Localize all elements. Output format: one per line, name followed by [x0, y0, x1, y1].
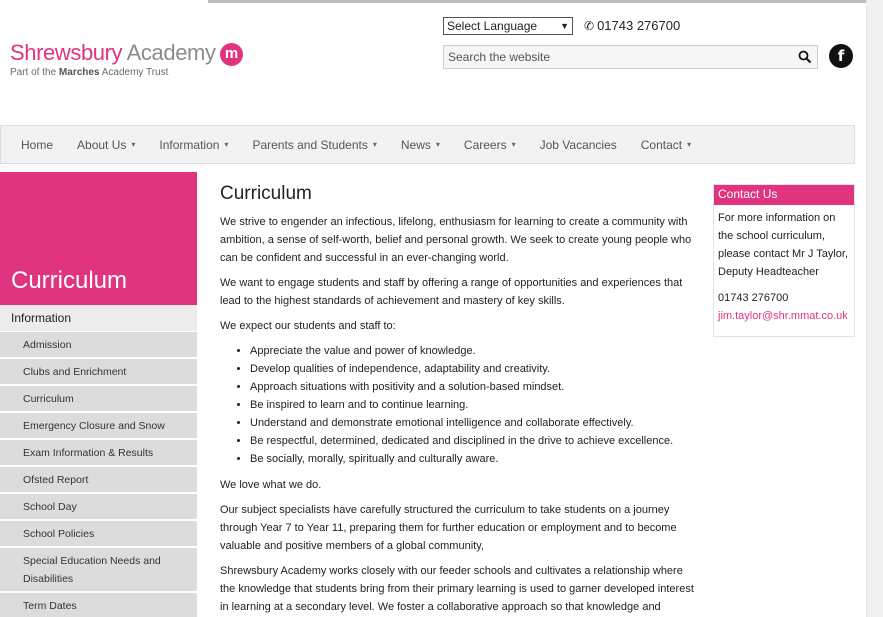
sidebar-item-term-dates[interactable]: Term Dates [0, 593, 197, 617]
header-phone[interactable] [584, 18, 680, 33]
header-phone-number: 01743 276700 [597, 18, 681, 33]
sidebar-item-ofsted-report[interactable]: Ofsted Report [0, 467, 197, 494]
nav-item-label: Information [159, 137, 220, 152]
nav-item-careers[interactable] [452, 138, 528, 152]
nav-item-label: Contact [640, 137, 683, 152]
logo-m-icon: m [220, 43, 243, 66]
sidebar-item-send[interactable]: Special Education Needs and Disabilities [0, 548, 197, 593]
logo-sub-suffix: Academy Trust [101, 67, 169, 78]
list-item: • Approach situations with positivity and a solution-based mindset. [250, 378, 695, 396]
caret-down-icon: ▾ [224, 140, 229, 149]
contact-box-heading: Contact Us [714, 185, 854, 205]
contact-box-body [714, 205, 854, 329]
search-input[interactable] [444, 46, 784, 68]
list-item: • Be respectful, determined, dedicated and disciplined in the drive to achieve excellence. [250, 432, 695, 450]
list-item: • Develop qualities of independence, adaptability and creativity. [250, 360, 695, 378]
language-select-value: Select Language [447, 19, 538, 33]
paragraph: Shrewsbury Academy works closely with our feeder schools and cultivates a relationship where the knowledge that students bring from their primary learning is used to garner developed interest in learning at a secondary level. We foster a collaborative approach so that knowledge and [220, 565, 694, 613]
sidebar-item-admission[interactable]: Admission [0, 332, 197, 359]
nav-item-label: About Us [77, 137, 127, 152]
list-item: • Be inspired to learn and to continue learning. [250, 396, 695, 414]
expectations-list [250, 342, 695, 468]
sidebar-item-curriculum[interactable]: Curriculum [0, 386, 197, 413]
nav-item-label: Parents and Students [252, 137, 368, 152]
language-select[interactable] [443, 17, 573, 35]
logo-sub-prefix: Part of the [10, 67, 57, 78]
nav-item-contact[interactable] [629, 138, 703, 152]
sidebar-item-emergency-closure[interactable]: Emergency Closure and Snow [0, 413, 197, 440]
sidebar-hero [0, 172, 197, 305]
caret-down-icon: ▾ [511, 140, 516, 149]
logo-title-brand: Shrewsbury [10, 40, 123, 65]
caret-down-icon: ▾ [687, 140, 692, 149]
main-nav [0, 125, 855, 164]
contact-box [713, 184, 855, 337]
main-content [220, 183, 695, 617]
sidebar-item-school-day[interactable]: School Day [0, 494, 197, 521]
page-title: Curriculum [220, 183, 312, 204]
paragraph: Our subject specialists have carefully structured the curriculum to take students on a journey through Year 7 to Year 11, preparing them for further education or employment and to become valuable and positive members of a global community, [220, 504, 677, 552]
caret-down-icon: ▾ [372, 140, 377, 149]
paragraph: We strive to engender an infectious, lifelong, enthusiasm for learning to create a community with ambition, a sense of self-worth, belief and personal growth. We seek to create young people who can be confident and successful in an ever-changing world. [220, 216, 692, 264]
list-item: • Appreciate the value and power of knowledge. [250, 342, 695, 360]
paragraph: We expect our students and staff to: [220, 320, 396, 332]
paragraph: We want to engage students and staff by offering a range of opportunities and experiences that lead to the highest standards of achievement and mastery of key skills. [220, 277, 683, 307]
nav-item-label: Careers [463, 137, 507, 152]
logo-subtitle [10, 67, 260, 78]
sidebar-item-school-policies[interactable]: School Policies [0, 521, 197, 548]
search-icon[interactable] [798, 50, 812, 64]
sidebar-hero-title: Curriculum [11, 267, 128, 294]
logo-title-rest: Academy [126, 40, 216, 65]
nav-item-label: Job Vacancies [539, 137, 617, 152]
nav-item-label: Home [21, 137, 54, 152]
nav-item-home[interactable] [9, 138, 65, 152]
chevron-down-icon: ▼ [560, 21, 569, 31]
nav-item-about-us[interactable] [65, 138, 147, 152]
contact-box-text: For more information on the school curriculum, please contact Mr J Taylor, Deputy Headteacher [718, 212, 849, 278]
list-item: • Understand and demonstrate emotional intelligence and collaborate effectively. [250, 414, 695, 432]
page-scrollbar[interactable] [866, 0, 883, 617]
nav-item-information[interactable] [147, 138, 240, 152]
nav-item-parents-and-students[interactable] [240, 138, 388, 152]
sidebar-section-information[interactable]: Information [0, 305, 197, 332]
nav-item-job-vacancies[interactable] [528, 138, 629, 152]
phone-icon: ✆ [584, 19, 595, 33]
contact-phone: 01743 276700 [718, 292, 789, 304]
caret-down-icon: ▾ [435, 140, 440, 149]
sidebar-menu [0, 332, 197, 617]
academy-logo[interactable] [10, 40, 260, 90]
top-rule [208, 0, 866, 3]
paragraph: We love what we do. [220, 479, 322, 491]
site-search [443, 45, 818, 69]
sidebar-item-clubs-and-enrichment[interactable]: Clubs and Enrichment [0, 359, 197, 386]
facebook-icon[interactable]: f [829, 44, 853, 68]
list-item: • Be socially, morally, spiritually and culturally aware. [250, 450, 695, 468]
nav-item-label: News [400, 137, 431, 152]
sidebar-item-exam-information[interactable]: Exam Information & Results [0, 440, 197, 467]
caret-down-icon: ▾ [131, 140, 136, 149]
contact-email-link[interactable]: jim.taylor@shr.mmat.co.uk [718, 310, 848, 322]
nav-item-news[interactable] [389, 138, 452, 152]
logo-sub-bold: Marches [58, 67, 100, 78]
